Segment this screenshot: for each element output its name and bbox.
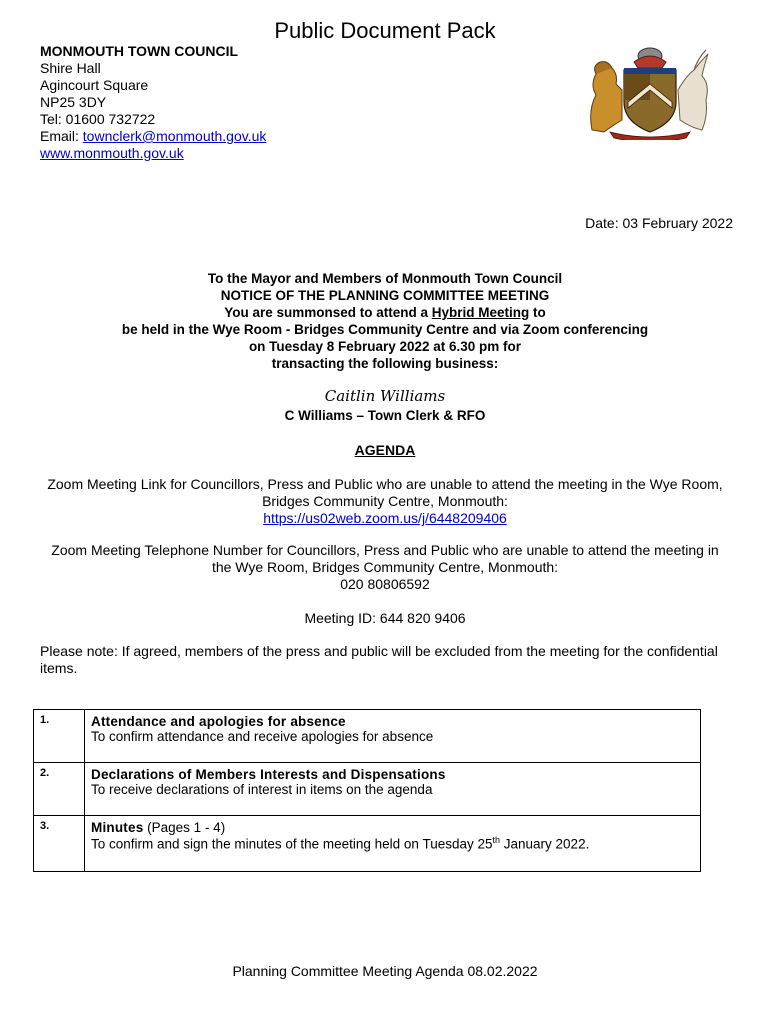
zoom-link-text: Zoom Meeting Link for Councillors, Press and Public who are unable to attend the meeting in the Wye Room, Bridges Community Centre, Monmouth: bbox=[47, 476, 723, 509]
agenda-item-body bbox=[85, 763, 701, 816]
coat-of-arms-icon bbox=[582, 40, 717, 140]
agenda-item-number: 3. bbox=[34, 816, 85, 872]
ordinal-suffix: th bbox=[492, 835, 501, 845]
meeting-notice bbox=[0, 270, 770, 372]
hybrid-meeting-label: Hybrid Meeting bbox=[431, 305, 530, 320]
agenda-heading: AGENDA bbox=[354, 442, 416, 458]
zoom-link-block bbox=[40, 476, 730, 527]
pack-title: Public Document Pack bbox=[274, 18, 496, 43]
clerk-signature: Caitlin Williams bbox=[324, 387, 446, 405]
notice-title: NOTICE OF THE PLANNING COMMITTEE MEETING bbox=[220, 288, 550, 303]
document-date: Date: 03 February 2022 bbox=[585, 215, 733, 231]
agenda-item-body bbox=[85, 710, 701, 763]
telephone: Tel: 01600 732722 bbox=[40, 111, 156, 127]
notice-line: transacting the following business: bbox=[271, 356, 499, 371]
website-link[interactable]: www.monmouth.gov.uk bbox=[40, 145, 184, 161]
council-address bbox=[40, 43, 266, 162]
agenda-item-desc-tail: January 2022. bbox=[500, 836, 590, 852]
address-line: Agincourt Square bbox=[40, 77, 149, 93]
email-link[interactable]: townclerk@monmouth.gov.uk bbox=[82, 128, 267, 144]
address-line: NP25 3DY bbox=[40, 94, 107, 110]
address-line: Shire Hall bbox=[40, 60, 101, 76]
page-footer: Planning Committee Meeting Agenda 08.02.2022 bbox=[232, 963, 538, 979]
zoom-phone-number: 020 80806592 bbox=[340, 576, 430, 592]
zoom-link[interactable]: https://us02web.zoom.us/j/6448209406 bbox=[263, 510, 507, 526]
notice-text: You are summonsed to attend a bbox=[224, 305, 432, 320]
agenda-item-desc: To confirm and sign the minutes of the meeting held on Tuesday 25 bbox=[91, 836, 493, 852]
zoom-phone-text: Zoom Meeting Telephone Number for Councillors, Press and Public who are unable to attend the meeting in the Wye Room, Bridges Community Centre, Monmouth: bbox=[51, 542, 719, 575]
agenda-item bbox=[34, 816, 701, 872]
zoom-phone-block bbox=[40, 542, 730, 593]
notice-line bbox=[0, 304, 770, 321]
notice-line: on Tuesday 8 February 2022 at 6.30 pm for bbox=[248, 339, 522, 354]
email-label: Email: bbox=[40, 128, 83, 144]
please-note: Please note: If agreed, members of the press and public will be excluded from the meeting for the confidential items. bbox=[40, 643, 718, 676]
agenda-item bbox=[34, 710, 701, 763]
notice-line: be held in the Wye Room - Bridges Community Centre and via Zoom conferencing bbox=[121, 322, 649, 337]
agenda-item-number: 2. bbox=[34, 763, 85, 816]
agenda-item bbox=[34, 763, 701, 816]
agenda-item-number: 1. bbox=[34, 710, 85, 763]
agenda-item-desc: To receive declarations of interest in items on the agenda bbox=[91, 782, 433, 797]
agenda-item-body bbox=[85, 816, 701, 872]
notice-text: to bbox=[529, 305, 546, 320]
agenda-item-desc: To confirm attendance and receive apologies for absence bbox=[91, 729, 434, 744]
agenda-item-pages: (Pages 1 - 4) bbox=[143, 820, 226, 835]
agenda-item-title: Minutes bbox=[91, 820, 144, 835]
agenda-item-desc-line bbox=[91, 835, 694, 852]
notice-line: To the Mayor and Members of Monmouth Town Council bbox=[207, 271, 563, 286]
agenda-item-title: Declarations of Members Interests and Dispensations bbox=[91, 767, 446, 782]
clerk-name: C Williams – Town Clerk & RFO bbox=[284, 408, 486, 423]
agenda-table bbox=[33, 709, 701, 872]
agenda-item-title: Attendance and apologies for absence bbox=[91, 714, 346, 729]
email-line bbox=[40, 128, 266, 145]
council-name: MONMOUTH TOWN COUNCIL bbox=[40, 43, 239, 59]
meeting-id: Meeting ID: 644 820 9406 bbox=[304, 610, 466, 626]
